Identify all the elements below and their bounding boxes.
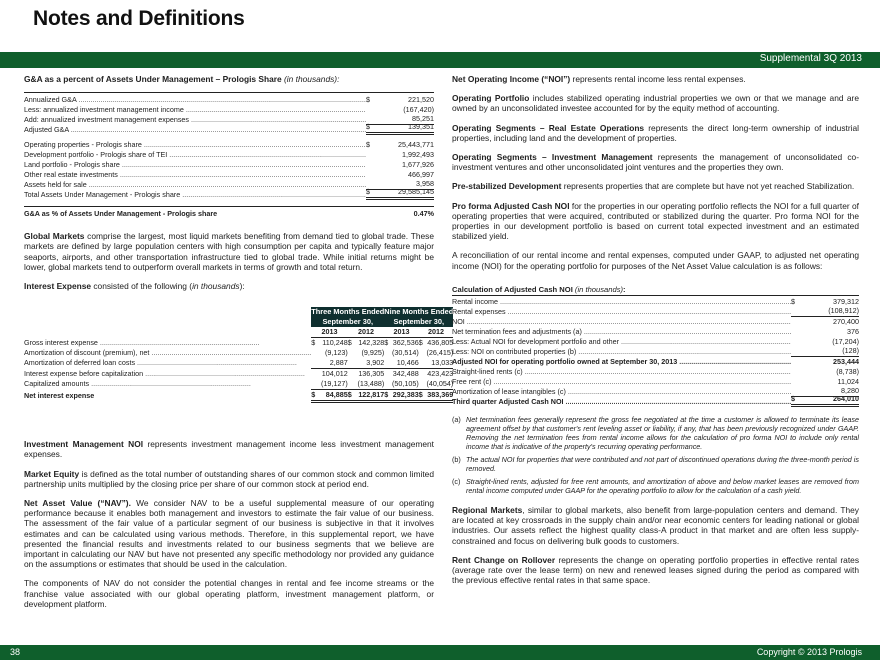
nav-components-paragraph: The components of NAV do not consider the potential changes in rental and fee income streams or the franchise value associated with our global operating platform, investment management platform, or development platform. bbox=[24, 578, 434, 609]
row-label: Land portfolio - Prologis share ..... bbox=[24, 160, 366, 170]
pre-stabilized-paragraph: Pre-stabilized Development represents properties that are complete but have not yet reached Stabilization. bbox=[452, 181, 855, 192]
footnote bbox=[452, 477, 859, 495]
row-value: 1,992,493 bbox=[402, 150, 434, 160]
cell-value: 110,248 bbox=[322, 338, 348, 348]
table-row bbox=[24, 369, 453, 380]
row-label: Capitalized amounts ................................................................................ bbox=[24, 379, 251, 389]
table-row bbox=[452, 367, 859, 377]
footnote-text: Straight-lined rents, adjusted for free rent amounts, and amortization of above and below market leases are removed from rental income computed under GAAP for the operating portfolio to allow for the calculation of a cash yield. bbox=[466, 477, 859, 496]
table-row bbox=[24, 95, 434, 105]
row-value: 253,444 bbox=[833, 357, 859, 367]
cell-value: (9,925) bbox=[361, 348, 385, 358]
row-value: 270,400 bbox=[833, 317, 859, 327]
cell-value: (19,127) bbox=[316, 379, 347, 390]
ga-pct-label: G&A as % of Assets Under Management - Prologis share bbox=[24, 209, 218, 219]
footnote-key: (c) bbox=[452, 477, 461, 487]
row-label: Free rent (c) ..... bbox=[452, 377, 791, 387]
group2-label: Nine Months Ended bbox=[384, 307, 454, 317]
imn-paragraph: Investment Management NOI represents investment management income less investment management expenses. bbox=[24, 439, 435, 460]
table-row bbox=[24, 338, 453, 349]
row-label: Less: annualized investment management income ..... bbox=[24, 105, 366, 115]
cell-value: 136,305 bbox=[358, 369, 385, 379]
cell-currency: $ bbox=[311, 338, 316, 348]
left-column bbox=[24, 74, 454, 618]
row-label: Gross interest expense ................................................................................ bbox=[24, 337, 260, 347]
row-label: Amortization of deferred loan costs ................................................................................ bbox=[24, 358, 297, 368]
row-label: Interest expense before capitalization ................................................................................ bbox=[24, 368, 305, 378]
cell-value: (13,488) bbox=[353, 379, 384, 390]
header-band bbox=[0, 52, 880, 68]
group1-label: Three Months Ended bbox=[311, 307, 385, 317]
table-row bbox=[24, 160, 434, 170]
cell-value: 122,817 bbox=[353, 390, 384, 402]
row-label: Less: NOI on contributed properties (b) ..... bbox=[452, 347, 791, 357]
table-row bbox=[452, 327, 859, 337]
row-value: 379,312 bbox=[833, 297, 859, 307]
adjusted-cash-noi-table bbox=[452, 297, 859, 407]
row-value: 264,010 bbox=[801, 394, 859, 407]
supplemental-label: Supplemental 3Q 2013 bbox=[759, 53, 862, 64]
ga-heading: G&A as a percent of Assets Under Management – Prologis Share (in thousands): bbox=[24, 74, 340, 84]
group1-sub: September 30, bbox=[322, 317, 374, 327]
row-value: 376 bbox=[847, 327, 859, 337]
table-row bbox=[24, 379, 453, 390]
footnote bbox=[452, 415, 859, 451]
cell-currency: $ bbox=[347, 338, 352, 348]
table-row bbox=[452, 317, 859, 327]
row-label: Less: Actual NOI for development portfolio and other ..... bbox=[452, 337, 791, 347]
group2-sub: September 30, bbox=[393, 317, 445, 327]
market-equity-paragraph: Market Equity is defined as the total number of outstanding shares of our common stock and common limited partnership units multiplied by the closing price per share of our common stock at period end. bbox=[24, 468, 434, 489]
cell-currency: $ bbox=[348, 390, 353, 402]
row-value: 29,585,145 bbox=[376, 187, 434, 200]
interest-table-group-subheader bbox=[24, 317, 453, 327]
row-value: (128) bbox=[801, 346, 859, 357]
table-row bbox=[24, 187, 434, 200]
table-row bbox=[24, 105, 434, 115]
row-label: Total Assets Under Management - Prologis share ..... bbox=[24, 190, 366, 200]
cell-value: (40,054) bbox=[424, 379, 454, 390]
year-header: 2012 bbox=[419, 327, 454, 338]
row-label: Adjusted G&A ..... bbox=[24, 125, 366, 135]
row-label: Amortization of lease intangibles (c) ..... bbox=[452, 387, 791, 397]
row-value: 11,024 bbox=[837, 377, 859, 387]
row-label: Amortization of discount (premium), net ................................................................................ bbox=[24, 348, 312, 358]
row-label: Rental expenses ..... bbox=[452, 307, 791, 317]
row-currency: $ bbox=[366, 95, 370, 105]
cell-value: 3,902 bbox=[353, 358, 384, 369]
table-row bbox=[452, 377, 859, 387]
footnote-key: (b) bbox=[452, 455, 461, 465]
row-currency: $ bbox=[791, 394, 801, 407]
row-label: Other real estate investments ..... bbox=[24, 170, 366, 180]
interest-table-group-header bbox=[24, 307, 453, 317]
cell-value: 104,012 bbox=[321, 369, 348, 379]
row-label: Net interest expense bbox=[24, 390, 95, 400]
row-value: 466,997 bbox=[408, 170, 434, 180]
row-value: 221,520 bbox=[408, 95, 434, 105]
year-header: 2012 bbox=[348, 327, 385, 338]
interest-expense-paragraph: Interest Expense consisted of the following (in thousands): bbox=[24, 281, 245, 292]
cell-value: 292,383 bbox=[389, 390, 419, 402]
row-label: Assets held for sale ..... bbox=[24, 180, 366, 190]
noi-paragraph: Net Operating Income (“NOI”) represents rental income less rental expenses. bbox=[452, 74, 746, 84]
row-currency bbox=[791, 316, 801, 317]
row-value: 25,443,771 bbox=[398, 140, 434, 150]
cell-currency: $ bbox=[418, 338, 423, 348]
year-header: 2013 bbox=[384, 327, 418, 338]
table-row bbox=[24, 150, 434, 160]
row-value: (8,738) bbox=[836, 367, 859, 377]
row-label: NOI ..... bbox=[452, 317, 791, 327]
row-currency: $ bbox=[366, 140, 370, 150]
table-row bbox=[24, 122, 434, 135]
aum-table bbox=[24, 140, 434, 200]
row-value: (108,912) bbox=[801, 306, 859, 317]
row-label: Straight-lined rents (c) ..... bbox=[452, 367, 791, 377]
nav-paragraph: Net Asset Value (“NAV”). We consider NAV to be a useful supplemental measure of our operating performance because it enables both management and investors to estimate the fair value of our business. The assessment of the fair value of a particular segment of our business is subjective in that it involves estimates and can be calculated using various methods. Therefore, in this supplemental report, we have presented the financial results and investments related to our business segments that we believe are important in calculating our NAV but have not presented any specific methodology nor provided any guidance on the assumptions or estimates that should be used in the calculation. bbox=[24, 498, 434, 570]
cell-value: (30,514) bbox=[392, 348, 419, 358]
interest-expense-table bbox=[24, 307, 453, 403]
row-label: Net termination fees and adjustments (a) ..... bbox=[452, 327, 791, 337]
cell-currency: $ bbox=[384, 390, 389, 402]
table-row bbox=[24, 390, 453, 402]
row-currency: $ bbox=[791, 297, 795, 307]
pro-forma-paragraph: Pro forma Adjusted Cash NOI for the properties in our operating portfolio reflects the NOI for a full quarter of operating properties that were acquired, contributed or stabilized during the quarter. Pro forma NOI for the properties in our development portfolio is based on current total expected investment and an estimated stabilized yield. bbox=[452, 200, 859, 242]
table-row bbox=[24, 348, 453, 358]
row-label: Operating properties - Prologis share ..... bbox=[24, 140, 366, 150]
cell-value: 383,369 bbox=[424, 390, 454, 402]
footnote-text: Net termination fees generally represent the gross fee negotiated at the time a customer is allowed to terminate its lease agreement offset by that customer's rent leveling asset or liability, if any, that has been previously recognized under GAAP. Removing the net termination fees from rental income allows for the calculation of pro forma NOI to include only rental income that is indicative of the property's recurring operating performance. bbox=[466, 415, 859, 452]
footnotes bbox=[452, 415, 859, 495]
year-header: 2013 bbox=[311, 327, 348, 338]
cell-value: 10,466 bbox=[389, 358, 419, 369]
page-header bbox=[0, 0, 880, 48]
calc-heading: Calculation of Adjusted Cash NOI (in thousands): bbox=[452, 285, 859, 296]
cell-value: 436,805 bbox=[427, 338, 454, 348]
copyright: Copyright © 2013 Prologis bbox=[756, 647, 862, 657]
ga-table bbox=[24, 92, 434, 135]
cell-value: 2,887 bbox=[316, 358, 347, 369]
cell-value: 423,423 bbox=[427, 369, 454, 379]
row-value: (167,420) bbox=[403, 105, 434, 115]
page-footer bbox=[0, 645, 880, 660]
cell-value: (26,415) bbox=[426, 348, 454, 358]
cell-value: 142,328 bbox=[358, 338, 385, 348]
segments-im-paragraph: Operating Segments – Investment Management represents the management of unconsolidated co-investment ventures and other unconsolidated joint ventures and the properties they own. bbox=[452, 152, 859, 173]
row-label: Rental income ..... bbox=[452, 297, 791, 307]
row-value: 8,280 bbox=[801, 386, 859, 397]
table-row bbox=[452, 307, 859, 317]
ga-pct-value: 0.47% bbox=[413, 209, 434, 219]
cell-value: (50,105) bbox=[389, 379, 419, 390]
table-row bbox=[452, 357, 859, 367]
table-row bbox=[24, 358, 453, 369]
table-row bbox=[452, 337, 859, 347]
row-label: Add: annualized investment management expenses ..... bbox=[24, 115, 366, 125]
cell-currency: $ bbox=[311, 390, 316, 402]
regional-markets-paragraph: Regional Markets, similar to global markets, also benefit from large-population centers and demand. They are located at key crossroads in the supply chain and/or near economic centers for leading national or global industries. Our assets reflect the highest quality class-A product in that market and are often less supply- constrained and focus on delivering bulk goods to customers. bbox=[452, 505, 859, 546]
table-row bbox=[452, 347, 859, 357]
table-row bbox=[24, 170, 434, 180]
footnote-text: The actual NOI for properties that were contributed and not part of discontinued operations during the three-month period is removed. bbox=[466, 455, 859, 474]
page-number: 38 bbox=[10, 647, 21, 657]
segments-re-paragraph: Operating Segments – Real Estate Operations represents the direct long-term ownership of industrial properties, including land and the development of properties. bbox=[452, 122, 859, 143]
row-label: Annualized G&A ..... bbox=[24, 95, 366, 105]
footnote bbox=[452, 455, 859, 473]
rent-change-paragraph: Rent Change on Rollover represents the change on operating portfolio properties in effective rental rates (average rate over the lease term) on new and renewed leases signed during the period as compared with the previous effective rental rates in that same space. bbox=[452, 554, 860, 586]
row-value: 3,958 bbox=[376, 179, 434, 190]
cell-value: 342,488 bbox=[392, 369, 419, 379]
footnote-key: (a) bbox=[452, 415, 461, 425]
row-value: 139,351 bbox=[376, 122, 434, 135]
row-value: 85,251 bbox=[376, 114, 434, 125]
operating-portfolio-paragraph: Operating Portfolio includes stabilized operating industrial properties we own or that we manage and are owned by an unconsolidated investee accounted for by the equity method of accounting. bbox=[452, 93, 860, 114]
table-row bbox=[24, 140, 434, 150]
row-label: Development portfolio - Prologis share of TEI ..... bbox=[24, 150, 366, 160]
ga-pct-row bbox=[24, 206, 434, 219]
row-label: Adjusted NOI for operating portfolio owned at September 30, 2013 ..... bbox=[452, 357, 791, 367]
row-currency bbox=[791, 356, 801, 357]
row-currency: $ bbox=[366, 122, 376, 135]
cell-value: (9,123) bbox=[324, 348, 348, 358]
global-markets-paragraph: Global Markets comprise the largest, most liquid markets benefiting from demand tied to global trade. These markets are defined by large population centers with high consumption per capita and typically feature major seaports, airports, and other transportation infrastructure tied to global trade. While initial returns might be lower, global markets tend to outperform overall markets in terms of growth and total return. bbox=[24, 231, 434, 272]
table-row bbox=[452, 297, 859, 307]
cell-value: 84,885 bbox=[316, 390, 347, 402]
row-currency: $ bbox=[366, 187, 376, 200]
table-row bbox=[452, 394, 859, 407]
cell-currency: $ bbox=[419, 390, 424, 402]
row-label: Third quarter Adjusted Cash NOI ..... bbox=[452, 397, 791, 407]
page-title: Notes and Definitions bbox=[33, 7, 245, 30]
row-value: (17,204) bbox=[832, 337, 859, 347]
cell-value: 13,033 bbox=[424, 358, 454, 369]
cell-currency: $ bbox=[384, 338, 389, 348]
cell-value: 362,536 bbox=[392, 338, 419, 348]
right-column bbox=[452, 74, 859, 594]
row-value: 1,677,926 bbox=[402, 160, 434, 170]
reconciliation-paragraph: A reconciliation of our rental income and rental expenses, computed under GAAP, to adjusted net operating income (NOI) for the operating portfolio for purposes of the Net Asset Value calculation is as follows: bbox=[452, 250, 859, 271]
interest-table-years bbox=[24, 327, 453, 338]
